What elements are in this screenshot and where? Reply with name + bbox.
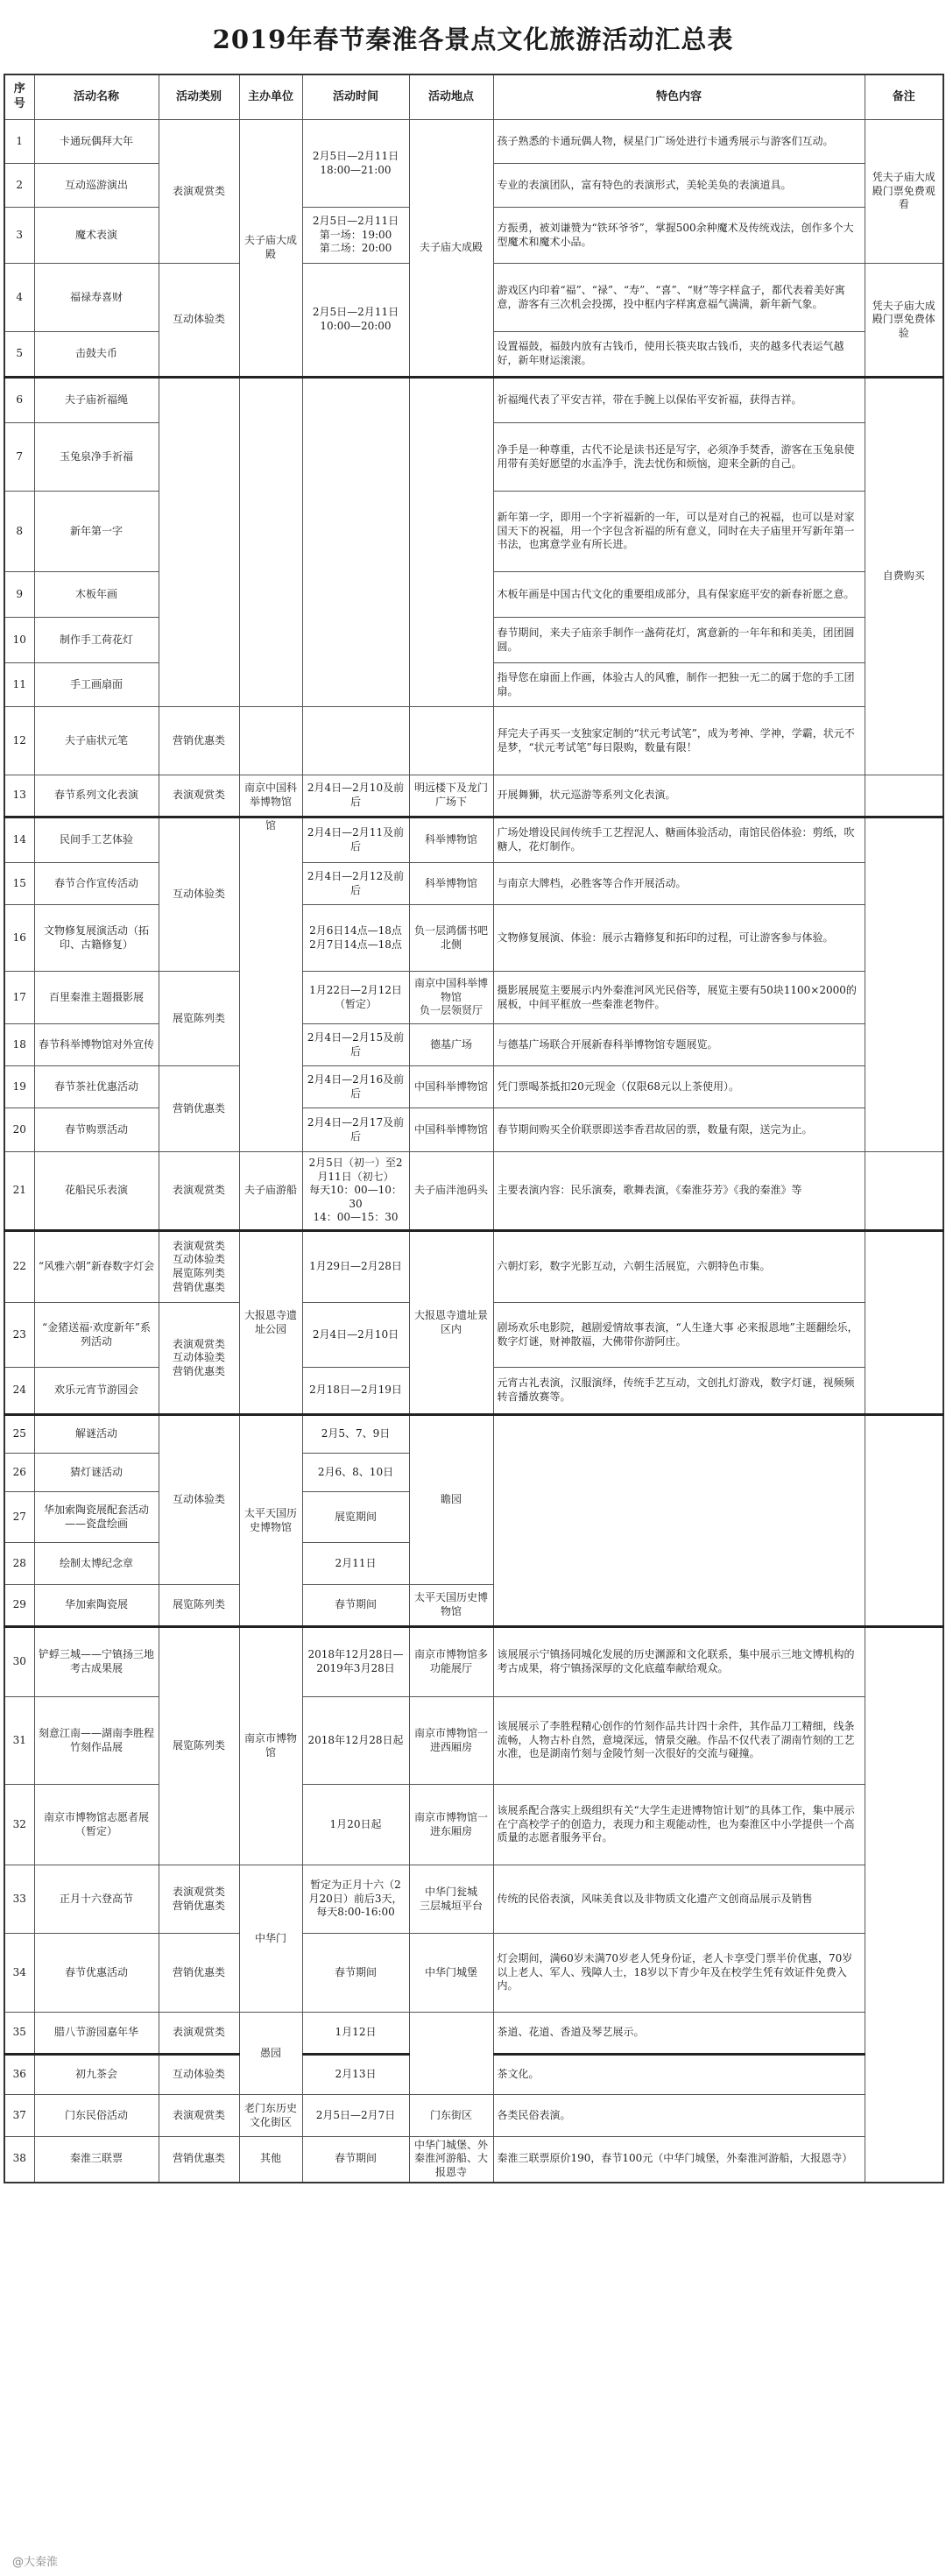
activity-location: 负一层鸿儒书吧北侧 [409, 905, 493, 972]
activity-name: 铲蜉三城——宁镇扬三地考古成果展 [34, 1627, 159, 1697]
organizer: 大报恩寺遗址公园 [239, 1231, 302, 1415]
activity-category: 表演观赏类 营销优惠类 [159, 1865, 239, 1934]
header-cell: 序号 [4, 74, 34, 120]
activity-location: 中国科举博物馆 [409, 1066, 493, 1108]
activity-name: 欢乐元宵节游园会 [34, 1368, 159, 1415]
activity-category: 营销优惠类 [159, 2137, 239, 2183]
activity-location: 门东街区 [409, 2095, 493, 2137]
activity-category: 营销优惠类 [159, 707, 239, 775]
activity-description: 元宵古礼表演，汉服演绎，传统手艺互动，文创扎灯游戏，数字灯谜，视频频转音播放赛等。 [493, 1368, 865, 1415]
activity-category: 表演观赏类 [159, 120, 239, 264]
activity-description: 该展展示宁镇扬同城化发展的历史渊源和文化联系，集中展示三地文博机构的考古成果，将宁镇扬深厚的文化底蕴奉献给观众。 [493, 1627, 865, 1697]
organizer: 馆 [239, 817, 302, 1152]
activity-location: 中华门城堡 [409, 1934, 493, 2013]
activity-description: 拜完夫子再买一支独家定制的“状元考试笔”，成为考神、学神，学霸，状元不是梦，“状元考试笔”每日限购，数量有限！ [493, 707, 865, 775]
row-number: 8 [4, 492, 34, 572]
remark: 自费购买 [865, 378, 943, 775]
activity-category: 表演观赏类 互动体验类 营销优惠类 [159, 1303, 239, 1415]
row-number: 19 [4, 1066, 34, 1108]
activity-time: 2月5日—2月11日 第一场：19:00 第二场：20:00 [302, 208, 409, 264]
activity-description: 开展舞狮，状元巡游等系列文化表演。 [493, 775, 865, 817]
activity-location: 大报恩寺遗址景区内 [409, 1231, 493, 1415]
row-number: 5 [4, 332, 34, 378]
activity-category: 表演观赏类 [159, 2013, 239, 2055]
row-number: 7 [4, 423, 34, 492]
table-row [4, 1108, 943, 1152]
activity-location: 南京中国科举博物馆 负一层领贤厅 [409, 972, 493, 1024]
header-cell: 备注 [865, 74, 943, 120]
activity-time: 2月4日—2月15及前后 [302, 1024, 409, 1066]
row-number: 26 [4, 1454, 34, 1492]
row-number: 33 [4, 1865, 34, 1934]
activity-time: 2月4日—2月16及前后 [302, 1066, 409, 1108]
activity-name: 绘制太博纪念章 [34, 1543, 159, 1585]
remark: 凭夫子庙大成殿门票免费体验 [865, 264, 943, 378]
activity-location: 南京市博物馆多功能展厅 [409, 1627, 493, 1697]
table-row [4, 2013, 943, 2055]
activity-description: 专业的表演团队，富有特色的表演形式，美轮美奂的表演道具。 [493, 164, 865, 208]
activity-location: 南京市博物馆一进东厢房 [409, 1785, 493, 1865]
activity-location: 科举博物馆 [409, 863, 493, 905]
organizer [239, 378, 302, 707]
table-row [4, 1865, 943, 1934]
activity-name: 正月十六登高节 [34, 1865, 159, 1934]
row-number: 35 [4, 2013, 34, 2055]
row-number: 28 [4, 1543, 34, 1585]
activity-name: 制作手工荷花灯 [34, 618, 159, 663]
activity-description: 方振勇，被刘谦赞为“铁环爷爷”，掌握500余种魔术及传统戏法，创作多个大型魔术和魔术小品。 [493, 208, 865, 264]
activity-time [302, 707, 409, 775]
row-number: 11 [4, 663, 34, 707]
activity-location: 太平天国历史博物馆 [409, 1585, 493, 1627]
watermark: @大秦淮 [12, 2556, 59, 2569]
remark [865, 1152, 943, 1231]
activity-category [159, 378, 239, 707]
activity-name: 木板年画 [34, 572, 159, 618]
activity-time: 春节期间 [302, 1585, 409, 1627]
activity-name: 玉兔泉净手祈福 [34, 423, 159, 492]
remark [865, 817, 943, 1152]
activity-description: 各类民俗表演。 [493, 2095, 865, 2137]
activity-location: 明远楼下及龙门广场下 [409, 775, 493, 817]
activity-description [493, 1415, 865, 1627]
activity-time: 1月22日—2月12日 （暂定） [302, 972, 409, 1024]
organizer: 中华门 [239, 1865, 302, 2013]
activity-description: 新年第一字，即用一个字祈福新的一年，可以是对自己的祝福，也可以是对家国天下的祝福，用一个字包含祈福的所有意义，同时在夫子庙里开写新年第一书法，也寓意学业有所长进。 [493, 492, 865, 572]
header-cell: 特色内容 [493, 74, 865, 120]
table-row [4, 1627, 943, 1697]
activity-description: 六朝灯彩，数字光影互动，六朝生活展览，六朝特色市集。 [493, 1231, 865, 1303]
activity-name: 南京市博物馆志愿者展 （暂定） [34, 1785, 159, 1865]
table-row [4, 863, 943, 905]
activity-name: 春节系列文化表演 [34, 775, 159, 817]
row-number: 9 [4, 572, 34, 618]
activity-time: 2月5日（初一）至2月11日（初七） 每天10：00—10：30 14：00—15：30 [302, 1152, 409, 1231]
activity-name: 门东民俗活动 [34, 2095, 159, 2137]
row-number: 12 [4, 707, 34, 775]
activity-category: 表演观赏类 [159, 775, 239, 817]
activity-description: 游戏区内印着“福”、“禄”、“寿”、“喜”、“财”等字样盒子，都代表着美好寓意，游客有三次机会投掷，投中框内字样寓意福气满满，新年新气象。 [493, 264, 865, 332]
activity-name: 新年第一字 [34, 492, 159, 572]
activity-description: 与南京大牌档，必胜客等合作开展活动。 [493, 863, 865, 905]
activity-time: 2月4日—2月11及前后 [302, 817, 409, 863]
activity-location: 科举博物馆 [409, 817, 493, 863]
table-row [4, 817, 943, 863]
page-title: 2019年春节秦淮各景点文化旅游活动汇总表 [212, 25, 734, 54]
activity-time: 2018年12月28日—2019年3月28日 [302, 1627, 409, 1697]
activity-description: 指导您在扇面上作画，体验古人的风雅，制作一把独一无二的属于您的手工团扇。 [493, 663, 865, 707]
activity-description: 广场处增设民间传统手工艺捏泥人、糖画体验活动，南馆民俗体验：剪纸，吹糖人，花灯制作。 [493, 817, 865, 863]
header-cell: 活动名称 [34, 74, 159, 120]
activity-description: 剧场欢乐电影院，越剧爱情故事表演，“人生逢大事 必来报恩地”主题翻绘乐，数字灯谜，财神散福，大佛带你游阿庄。 [493, 1303, 865, 1368]
activity-description: 春节期间，来夫子庙亲手制作一盏荷花灯，寓意新的一年年和和美美，团团圆圆。 [493, 618, 865, 663]
activity-description: 茶文化。 [493, 2055, 865, 2095]
activity-time: 2月4日—2月17及前后 [302, 1108, 409, 1152]
activity-time: 暂定为正月十六（2月20日）前后3天，每天8:00-16:00 [302, 1865, 409, 1934]
organizer: 夫子庙大成殿 [239, 120, 302, 378]
row-number: 29 [4, 1585, 34, 1627]
activity-name: 击鼓夫币 [34, 332, 159, 378]
activity-description: 茶道、花道、香道及琴艺展示。 [493, 2013, 865, 2055]
row-number: 23 [4, 1303, 34, 1368]
activity-category: 展览陈列类 [159, 972, 239, 1066]
activity-time: 展览期间 [302, 1492, 409, 1543]
activity-time: 2月5日—2月11日 18:00—21:00 [302, 120, 409, 208]
activity-name: 民间手工艺体验 [34, 817, 159, 863]
row-number: 14 [4, 817, 34, 863]
activity-category: 展览陈列类 [159, 1585, 239, 1627]
table-row [4, 775, 943, 817]
activity-description: 传统的民俗表演，风味美食以及非物质文化遗产文创商品展示及销售 [493, 1865, 865, 1934]
organizer: 南京市博物馆 [239, 1627, 302, 1865]
activity-time: 2月11日 [302, 1543, 409, 1585]
activity-time: 1月20日起 [302, 1785, 409, 1865]
organizer: 老门东历史文化街区 [239, 2095, 302, 2137]
table-row [4, 1415, 943, 1454]
organizer: 其他 [239, 2137, 302, 2183]
activity-description: 与德基广场联合开展新春科举博物馆专题展览。 [493, 1024, 865, 1066]
activity-location: 瞻园 [409, 1415, 493, 1585]
row-number: 32 [4, 1785, 34, 1865]
row-number: 36 [4, 2055, 34, 2095]
activity-name: 华加索陶瓷展 [34, 1585, 159, 1627]
activity-description: 摄影展展览主要展示内外秦淮河风光民俗等，展览主要有50块1100×2000的展板，中间平框放一些秦淮老物件。 [493, 972, 865, 1024]
header-cell: 活动地点 [409, 74, 493, 120]
activity-name: 花船民乐表演 [34, 1152, 159, 1231]
row-number: 37 [4, 2095, 34, 2137]
activity-description: 灯会期间，满60岁未满70岁老人凭身份证，老人卡享受门票半价优惠，70岁以上老人、军人、残障人士，18岁以下青少年及在校学生凭有效证件免费入内。 [493, 1934, 865, 2013]
remark [865, 1231, 943, 1415]
table-row [4, 2095, 943, 2137]
activity-location: 中华门城堡、外秦淮河游船、大报恩寺 [409, 2137, 493, 2183]
row-number: 15 [4, 863, 34, 905]
activity-description: 秦淮三联票原价190，春节100元（中华门城堡，外秦淮河游船，大报恩寺） [493, 2137, 865, 2183]
activity-time: 2月5日—2月11日 10:00—20:00 [302, 264, 409, 378]
activity-description: 设置福鼓，福鼓内放有古钱币，使用长筷夹取古钱币，夹的越多代表运气越好，新年财运滚滚。 [493, 332, 865, 378]
row-number: 4 [4, 264, 34, 332]
header-cell: 活动时间 [302, 74, 409, 120]
row-number: 22 [4, 1231, 34, 1303]
activity-category: 展览陈列类 [159, 1627, 239, 1865]
activity-name: 卡通玩偶拜大年 [34, 120, 159, 164]
remark: 凭夫子庙大成殿门票免费观看 [865, 120, 943, 264]
table-row [4, 1024, 943, 1066]
activity-name: 互动巡游演出 [34, 164, 159, 208]
row-number: 20 [4, 1108, 34, 1152]
row-number: 6 [4, 378, 34, 423]
activity-location [409, 2013, 493, 2095]
organizer: 愚园 [239, 2013, 302, 2095]
activity-category: 互动体验类 [159, 2055, 239, 2095]
activity-name: 夫子庙状元笔 [34, 707, 159, 775]
activity-name: 文物修复展演活动（拓印、古籍修复） [34, 905, 159, 972]
activity-category: 互动体验类 [159, 817, 239, 972]
table-row [4, 905, 943, 972]
activity-description: 孩子熟悉的卡通玩偶人物，棂星门广场处进行卡通秀展示与游客们互动。 [493, 120, 865, 164]
activity-time: 2月13日 [302, 2055, 409, 2095]
organizer: 太平天国历史博物馆 [239, 1415, 302, 1627]
activity-name: 福禄寿喜财 [34, 264, 159, 332]
table-row [4, 1231, 943, 1303]
organizer: 南京中国科举博物馆 [239, 775, 302, 817]
activity-name: 初九茶会 [34, 2055, 159, 2095]
organizer [239, 707, 302, 775]
row-number: 1 [4, 120, 34, 164]
activity-time: 2月4日—2月12及前后 [302, 863, 409, 905]
activity-category: 表演观赏类 [159, 2095, 239, 2137]
activity-time [302, 378, 409, 707]
activity-location: 中国科举博物馆 [409, 1108, 493, 1152]
activity-category: 互动体验类 [159, 264, 239, 378]
table-row [4, 707, 943, 775]
activity-location: 中华门瓮城 三层城垣平台 [409, 1865, 493, 1934]
row-number: 18 [4, 1024, 34, 1066]
table-row [4, 120, 943, 164]
row-number: 24 [4, 1368, 34, 1415]
activity-name: 华加索陶瓷展配套活动 ——瓷盘绘画 [34, 1492, 159, 1543]
table-row [4, 1152, 943, 1231]
activity-category: 互动体验类 [159, 1415, 239, 1585]
activity-name: 春节茶社优惠活动 [34, 1066, 159, 1108]
activity-time: 1月29日—2月28日 [302, 1231, 409, 1303]
activity-description: 春节期间购买全价联票即送李香君故居的票，数量有限，送完为止。 [493, 1108, 865, 1152]
header-cell: 活动类别 [159, 74, 239, 120]
activity-time: 2月5日—2月7日 [302, 2095, 409, 2137]
activity-description: 主要表演内容：民乐演奏，歌舞表演，《秦淮芬芳》《我的秦淮》等 [493, 1152, 865, 1231]
remark [865, 1627, 943, 2183]
activity-name: 腊八节游园嘉年华 [34, 2013, 159, 2055]
activity-time: 2018年12月28日起 [302, 1697, 409, 1785]
row-number: 25 [4, 1415, 34, 1454]
activity-description: 该展展示了李胜程精心创作的竹刻作品共计四十余件，其作品刀工精细，线条流畅，人物古朴自然，意境深远，情景交融。作品不仅代表了湖南竹刻的工艺水准，也是湖南竹刻与金陵竹刻一次很好的交流与碰撞。 [493, 1697, 865, 1785]
header-cell: 主办单位 [239, 74, 302, 120]
activity-location: 南京市博物馆一进西厢房 [409, 1697, 493, 1785]
activity-name: “风雅六朝”新春数字灯会 [34, 1231, 159, 1303]
activity-name: 春节购票活动 [34, 1108, 159, 1152]
activity-category: 表演观赏类 互动体验类 展览陈列类 营销优惠类 [159, 1231, 239, 1303]
activity-table [4, 74, 944, 2183]
organizer: 夫子庙游船 [239, 1152, 302, 1231]
activity-name: 刻意江南——湖南李胜程竹刻作品展 [34, 1697, 159, 1785]
activity-time: 2月4日—2月10及前后 [302, 775, 409, 817]
row-number: 27 [4, 1492, 34, 1543]
activity-description: 祈福绳代表了平安吉祥，带在手腕上以保佑平安祈福，获得吉祥。 [493, 378, 865, 423]
activity-location [409, 378, 493, 707]
activity-time: 1月12日 [302, 2013, 409, 2055]
activity-time: 2月5、7、9日 [302, 1415, 409, 1454]
row-number: 3 [4, 208, 34, 264]
activity-description: 净手是一种尊重，古代不论是读书还是写字，必须净手焚香，游客在玉兔泉使用带有美好愿望的水盂净手，洗去忧伤和烦恼，迎来全新的自己。 [493, 423, 865, 492]
activity-category: 表演观赏类 [159, 1152, 239, 1231]
activity-location: 夫子庙大成殿 [409, 120, 493, 378]
activity-name: 秦淮三联票 [34, 2137, 159, 2183]
table-row [4, 1066, 943, 1108]
activity-category: 营销优惠类 [159, 1066, 239, 1152]
activity-name: 百里秦淮主题摄影展 [34, 972, 159, 1024]
activity-name: 解谜活动 [34, 1415, 159, 1454]
activity-location: 德基广场 [409, 1024, 493, 1066]
activity-time: 2月6、8、10日 [302, 1454, 409, 1492]
activity-name: 手工画扇面 [34, 663, 159, 707]
table-row [4, 1934, 943, 2013]
row-number: 10 [4, 618, 34, 663]
table-row [4, 378, 943, 423]
activity-name: 夫子庙祈福绳 [34, 378, 159, 423]
row-number: 30 [4, 1627, 34, 1697]
activity-description: 凭门票喝茶抵扣20元现金（仅限68元以上茶使用）。 [493, 1066, 865, 1108]
table-row [4, 2137, 943, 2183]
row-number: 13 [4, 775, 34, 817]
activity-location [409, 707, 493, 775]
activity-name: “金猪送福·欢度新年”系列活动 [34, 1303, 159, 1368]
table-row [4, 1697, 943, 1785]
row-number: 2 [4, 164, 34, 208]
activity-name: 春节优惠活动 [34, 1934, 159, 2013]
activity-time: 2月18日—2月19日 [302, 1368, 409, 1415]
row-number: 21 [4, 1152, 34, 1231]
row-number: 38 [4, 2137, 34, 2183]
activity-description: 木板年画是中国古代文化的重要组成部分，具有保家庭平安的新春祈愿之意。 [493, 572, 865, 618]
activity-name: 魔术表演 [34, 208, 159, 264]
activity-name: 猜灯谜活动 [34, 1454, 159, 1492]
table-row [4, 1785, 943, 1865]
activity-location: 夫子庙泮池码头 [409, 1152, 493, 1231]
table-row [4, 972, 943, 1024]
activity-name: 春节合作宣传活动 [34, 863, 159, 905]
activity-time: 2月6日14点—18点 2月7日14点—18点 [302, 905, 409, 972]
remark [865, 1415, 943, 1627]
activity-description: 文物修复展演、体验：展示古籍修复和拓印的过程，可让游客参与体验。 [493, 905, 865, 972]
activity-time: 2月4日—2月10日 [302, 1303, 409, 1368]
activity-time: 春节期间 [302, 2137, 409, 2183]
row-number: 34 [4, 1934, 34, 2013]
row-number: 31 [4, 1697, 34, 1785]
activity-name: 春节科举博物馆对外宣传 [34, 1024, 159, 1066]
activity-category: 营销优惠类 [159, 1934, 239, 2013]
row-number: 16 [4, 905, 34, 972]
activity-description: 该展系配合落实上级组织有关“大学生走进博物馆计划”的具体工作，集中展示在宁高校学子的创造力，表现力和主观能动性，也为秦淮区中小学提供一个高质量的志愿者服务平台。 [493, 1785, 865, 1865]
table-header-row [4, 74, 943, 120]
activity-time: 春节期间 [302, 1934, 409, 2013]
row-number: 17 [4, 972, 34, 1024]
